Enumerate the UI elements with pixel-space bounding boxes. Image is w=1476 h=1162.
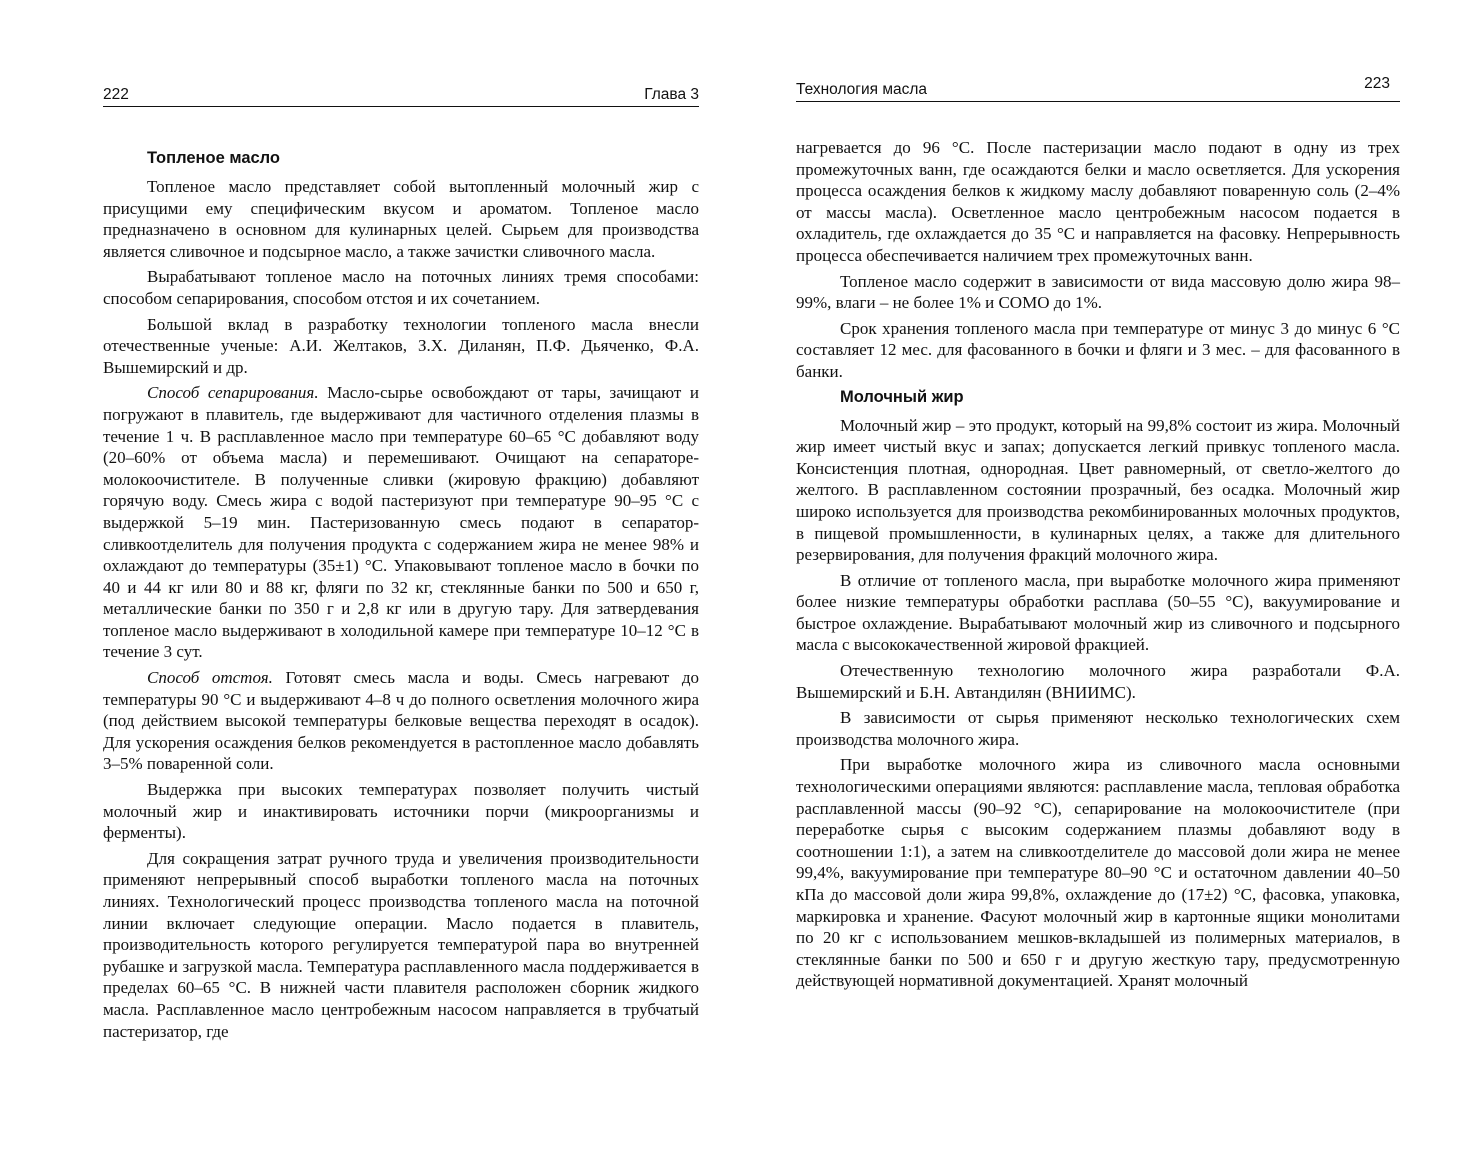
paragraph: Вырабатывают топленое масло на поточных линиях тремя способами: способом сепарирования, способом отстоя и их сочетанием. [103,267,699,308]
paragraph: Для сокращения затрат ручного труда и увеличения производительности применяют непрерывный способ выработки топленого масла на поточных линиях. Технологический процесс производства топленого масла на поточной линии включает следующие операции. Масло подается в плавитель, производительность которого регулируется температурой пара во внутренней рубашке и загрузкой масла. Температура расплавленного масла поддерживается в пределах 60–65 °С. В нижней части плавителя расположен сборник жидкого масла. Расплавленное масло центробежным насосом направляется в трубчатый пастеризатор, где [103,848,699,1041]
paragraph: В зависимости от сырья применяют несколько технологических схем производства молочного жира. [796,708,1400,749]
paragraph: Большой вклад в разработку технологии топленого масла внесли отечественные ученые: А.И. Желтаков, З.Х. Диланян, П.Ф. Дьяченко, Ф.А. Вышемирский и др. [103,314,699,377]
method-label: Способ сепарирования. [147,383,319,403]
paragraph: При выработке молочного жира из сливочного масла основными технологическими операциями являются: расплавление масла, тепловая обработка расплавленной массы (90–92 °С), сепарирование на молокоочистителе (при переработке сырья с высоким содержанием плазмы добавляют воду в соотношении 1:1), а затем на сливкоотделителе до массовой доли жира не менее 99,4%, вакуумирование при температуре 80–90 °С и остаточном давлении 40–50 кПа до массовой доли жира 99,8%, охлаждение до (17±2) °С, фасовка, упаковка, маркировка и хранение. Фасуют молочный жир в картонные ящики монолитами по 20 кг с использованием мешков-вкладышей из полимерных материалов, в стеклянные банки по 500 и 650 г и другую жесткую тару, предусмотренную действующей нормативной документацией. Хранят молочный [796,755,1400,991]
paragraph [103,382,699,663]
method-text: Масло-сырье освобождают от тары, зачищают и погружают в плавитель, где выдерживают для частичного отделения плазмы в течение 1 ч. В расплавленное масло при температуре 60–65 °С добавляют воду (20–60% от объема масла) и перемешивают. Очищают на сепараторе-молокоочистителе. В полученные сливки (жировую фракцию) добавляют горячую воду. Смесь жира с водой пастеризуют при температуре 90–95 °С с выдержкой 5–19 мин. Пастеризованную смесь подают в сепаратор-сливкоотделитель для получения продукта с содержанием жира не менее 98% и охлаждают до температуры (35±1) °С. Упаковывают топленое масло в бочки по 40 и 44 кг или 80 и 88 кг, фляги по 32 кг, стеклянные банки по 500 и 650 г, металлические банки по 350 г и 2,8 кг или в другую тару. Для затвердевания топленое масло выдерживают в холодильной камере при температуре 10–12 °С в течение 3 сут. [103,383,699,662]
section-heading: Молочный жир [840,387,964,406]
paragraph [103,667,699,775]
page-body [796,137,1400,996]
method-label: Способ отстоя. [147,668,273,688]
page-body [103,146,699,1046]
paragraph: Топленое масло представляет собой вытопленный молочный жир с присущими ему специфическим вкусом и ароматом. Топленое масло предназначено в основном для кулинарных целей. Сырьем для производства является сливочное и подсырное масло, а также зачистки сливочного масла. [103,177,699,261]
page-header [103,78,699,107]
paragraph-continuation: нагревается до 96 °С. После пастеризации масло подают в одну из трех промежуточных ванн, где осаждаются белки и масло осветляется. Для ускорения процесса осаждения белков к жидкому маслу добавляют поваренную соль (2–4% от массы масла). Осветленное масло центробежным насосом подается в охладитель, где охлаждается до 35 °С и направляется на фасовку. Непрерывность процесса обеспечивается наличием трех промежуточных ванн. [796,138,1400,265]
page-number: 222 [103,86,129,103]
section-heading: Топленое масло [147,149,281,167]
running-head: Технология масла [796,81,928,98]
page-header [796,73,1400,102]
paragraph: Молочный жир – это продукт, который на 99,8% состоит из жира. Молочный жир имеет чистый вкус и запах; допускается легкий привкус топленого масла. Консистенция плотная, однородная. Цвет равномерный, от светло-желтого до желтого. В расплавленном состоянии прозрачный, без осадка. Молочный жир широко используется для производства рекомбинированных молочных продуктов, в пищевой промышленности, в кулинарных целях, а также для длительного резервирования, для получения фракций молочного жира. [796,415,1400,565]
running-head: Глава 3 [644,86,699,103]
paragraph: Топленое масло содержит в зависимости от вида массовую долю жира 98–99%, влаги – не более 1% и СОМО до 1%. [796,271,1400,313]
paragraph: Срок хранения топленого масла при температуре от минус 3 до минус 6 °С составляет 12 мес. для фасованного в бочки и фляги и 3 мес. – для фасованного в банки. [796,318,1400,381]
paragraph: В отличие от топленого масла, при выработке молочного жира применяют более низкие температуры обработки расплава (50–55 °С), вакуумирование и быстрое охлаждение. Вырабатывают молочный жир из сливочного и подсырного масла с высококачественной жировой фракцией. [796,570,1400,655]
paragraph: Выдержка при высоких температурах позволяет получить чистый молочный жир и инактивировать источники порчи (микроорганизмы и ферменты). [103,780,699,843]
page-number: 223 [1364,75,1390,92]
paragraph: Отечественную технологию молочного жира разработали Ф.А. Вышемирский и Б.Н. Автандилян (ВНИИМС). [796,661,1400,702]
method-text: Готовят смесь масла и воды. Смесь нагревают до температуры 90 °С и выдерживают 4–8 ч до полного осветления молочного жира (под действием высокой температуры белковые вещества переходят в осадок). Для ускорения осаждения белков рекомендуется в растопленное масло добавлять 3–5% поваренной соли. [103,668,699,774]
